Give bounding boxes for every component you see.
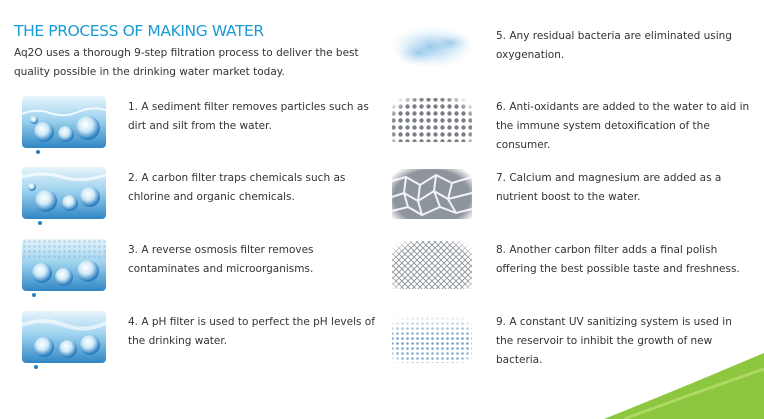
fading-dots-image <box>390 311 474 371</box>
step-text: 1. A sediment filter removes particles such as dirt and silt from the water. <box>128 101 369 132</box>
step-6 <box>390 96 750 158</box>
step-text: 9. A constant UV sanitizing system is used in the reservoir to inhibit the growth of new bacteria. <box>496 316 732 366</box>
water-droplets-image <box>22 239 106 299</box>
blue-mist-image <box>390 25 474 85</box>
step-2 <box>22 167 382 229</box>
step-text: 4. A pH filter is used to perfect the pH levels of the drinking water. <box>128 316 375 347</box>
step-1 <box>22 96 382 158</box>
step-text: 7. Calcium and magnesium are added as a nutrient boost to the water. <box>496 172 722 203</box>
step-text: 8. Another carbon filter adds a final polish offering the best possible taste and freshness. <box>496 244 740 275</box>
step-4 <box>22 311 382 373</box>
step-text: 6. Anti-oxidants are added to the water to aid in the immune system detoxification of the consumer. <box>496 101 750 151</box>
water-droplets-image <box>22 167 106 227</box>
green-swoosh-decoration <box>564 347 764 419</box>
step-3 <box>22 239 382 301</box>
step-text: 5. Any residual bacteria are eliminated using oxygenation. <box>496 30 732 61</box>
step-text: 3. A reverse osmosis filter removes contaminates and microorganisms. <box>128 244 314 275</box>
water-droplets-image <box>22 311 106 371</box>
water-droplets-image <box>22 96 106 156</box>
intro-text: Aq2O uses a thorough 9-step filtration process to deliver the best quality possible in the drinking water market today. <box>14 47 359 78</box>
step-7 <box>390 167 750 229</box>
dot-pattern-image <box>390 96 474 156</box>
crackle-texture-image <box>390 167 474 227</box>
page-title: THE PROCESS OF MAKING WATER <box>14 22 264 40</box>
step-5 <box>390 25 750 87</box>
step-text: 2. A carbon filter traps chemicals such as chlorine and organic chemicals. <box>128 172 346 203</box>
step-8 <box>390 239 750 301</box>
crosshatch-pattern-image <box>390 239 474 299</box>
